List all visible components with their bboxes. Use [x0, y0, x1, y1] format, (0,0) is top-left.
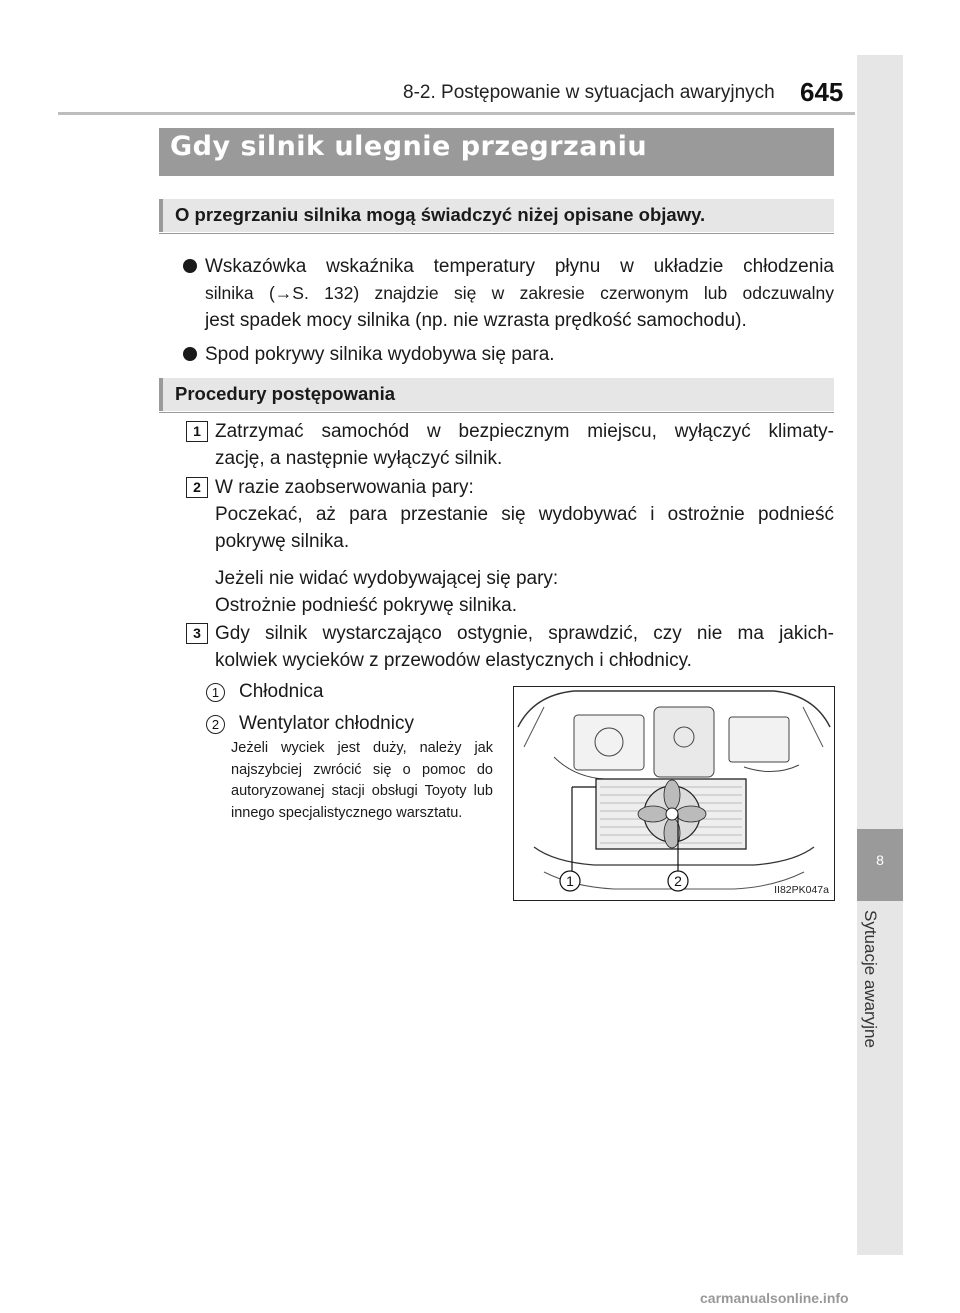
step-2-line-5: Ostrożnie podnieść pokrywę silnika. [215, 595, 518, 616]
legend-number-1: 1 [206, 683, 225, 702]
page-number: 645 [800, 77, 844, 107]
watermark: carmanualsonline.info [700, 1290, 849, 1306]
step-3-text [215, 620, 834, 674]
leak-note: Jeżeli wyciek jest duży, należy jak najszybciej zwrócić się o pomoc do autoryzowanej stacji obsługi Toyoty lub innego specjalistycznego warsztatu. [231, 740, 493, 821]
symptom-2-line-1: Spod pokrywy silnika wydobywa się para. [205, 344, 555, 365]
page-title: Gdy silnik ulegnie przegrzaniu [170, 131, 648, 162]
legend-label-radiator-fan: Wentylator chłodnicy [239, 713, 414, 734]
figure-callout-2: 2 [674, 873, 682, 889]
step-2-line-1: W razie zaobserwowania pary: [215, 477, 474, 498]
figure-code: II82PK047a [774, 884, 829, 896]
chapter-side-tab [857, 55, 903, 1255]
chapter-number: 8 [876, 852, 884, 868]
step-3-line-2: kolwiek wycieków z przewodów elastycznych i chłodnicy. [215, 650, 692, 671]
engine-bay-drawing [514, 687, 833, 899]
bullet-icon [183, 347, 197, 361]
symptom-1-line-2: silnika (→S. 132) znajdzie się w zakresie czerwonym lub odczuwalny [205, 283, 834, 303]
symptom-1-line-1: Wskazówka wskaźnika temperatury płynu w układzie chłodzenia [205, 256, 834, 277]
step-2-line-3: pokrywę silnika. [215, 531, 350, 552]
symptom-1-line-3: jest spadek mocy silnika (np. nie wzrasta prędkość samochodu). [205, 310, 747, 331]
symptom-item-1 [205, 253, 834, 334]
step-2-text [215, 474, 834, 619]
chapter-title: Sytuacje awaryjne [861, 910, 880, 1048]
symptoms-heading: O przegrzaniu silnika mogą świadczyć niżej opisane objawy. [175, 204, 706, 225]
header-section-title: 8-2. Postępowanie w sytuacjach awaryjnych [403, 82, 775, 103]
engine-bay-illustration [513, 686, 835, 901]
step-number-1: 1 [186, 421, 208, 442]
step-3-line-1: Gdy silnik wystarczająco ostygnie, sprawdzić, czy nie ma jakich- [215, 623, 834, 644]
header-divider [58, 112, 855, 115]
step-1-line-2: zację, a następnie wyłączyć silnik. [215, 448, 503, 469]
step-2-line-2: Poczekać, aż para przestanie się wydobywać i ostrożnie podnieść [215, 504, 834, 525]
figure-callout-1: 1 [566, 873, 574, 889]
legend-label-radiator: Chłodnica [239, 681, 324, 702]
bullet-icon [183, 259, 197, 273]
step-number-2: 2 [186, 477, 208, 498]
procedure-heading: Procedury postępowania [175, 383, 395, 404]
step-1-line-1: Zatrzymać samochód w bezpiecznym miejscu, wyłączyć klimaty- [215, 421, 834, 442]
legend-number-2: 2 [206, 715, 225, 734]
step-2-line-4: Jeżeli nie widać wydobywającej się pary: [215, 568, 559, 589]
step-1-text [215, 418, 834, 472]
symptom-item-2 [205, 341, 834, 368]
step-number-3: 3 [186, 623, 208, 644]
